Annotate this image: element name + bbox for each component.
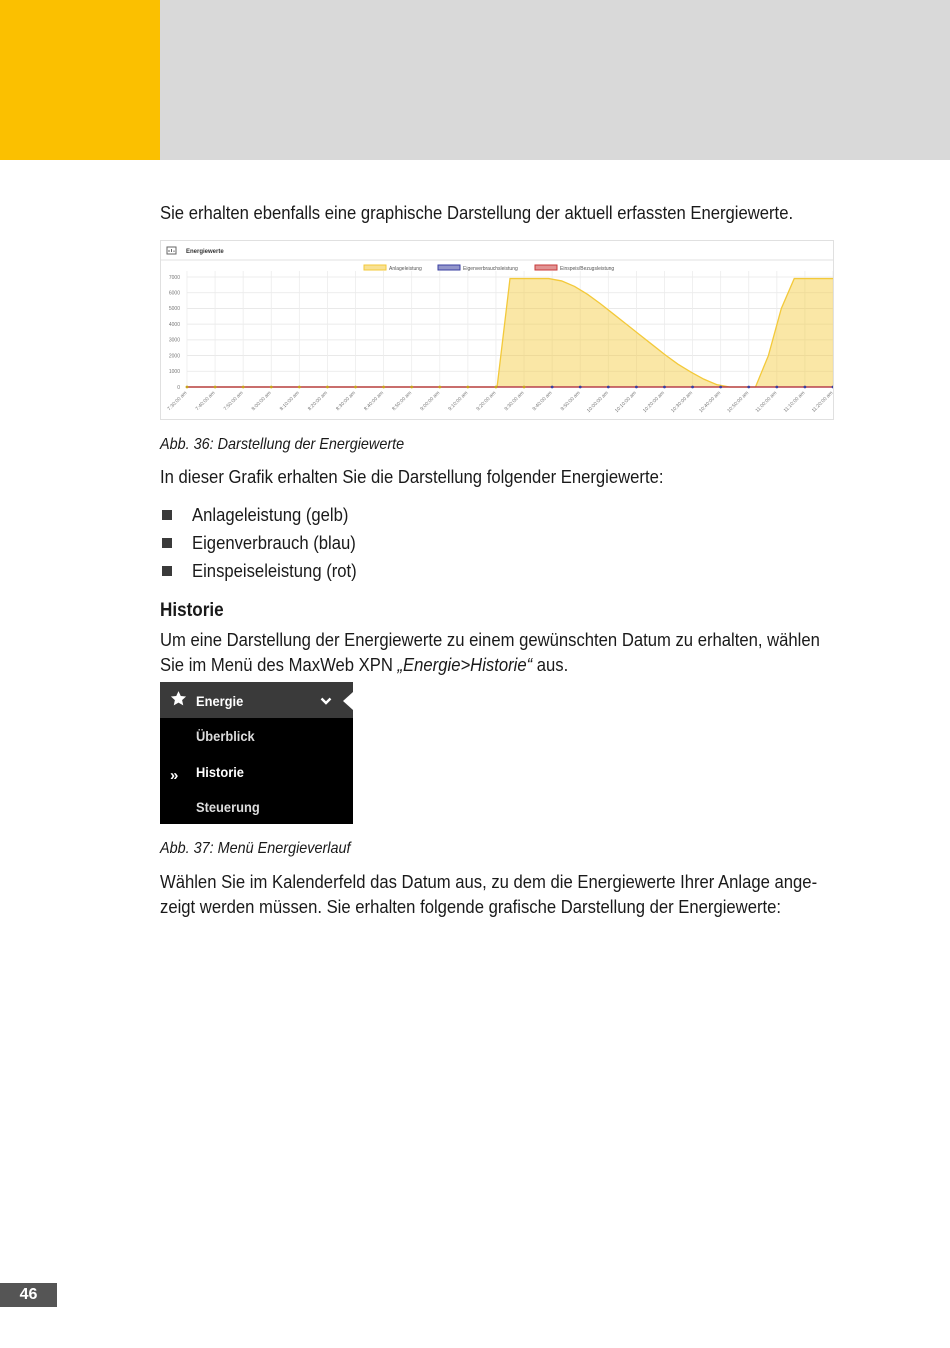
data-point [635,386,638,389]
data-point [663,386,666,389]
data-point [523,386,526,389]
x-tick-label: 10:50:00 am [726,390,751,415]
x-tick-label: 8:40:00 am [363,390,386,413]
y-tick-label: 0 [177,384,180,391]
data-point [691,386,694,389]
energy-values-list [160,502,375,586]
x-tick-label: 9:50:00 am [559,390,582,413]
x-tick-label: 8:50:00 am [391,390,414,413]
chevron-down-icon [320,696,332,706]
x-tick-label: 9:10:00 am [447,390,470,413]
data-point [270,386,273,389]
data-point [438,386,441,389]
legend-swatch [364,265,386,270]
x-tick-label: 7:50:00 am [222,390,245,413]
x-tick-label: 10:00:00 am [585,390,610,415]
x-tick-label: 7:40:00 am [194,390,217,413]
historie-text-line1: Um eine Darstellung der Energiewerte zu einem gewünschten Datum zu erhalten, wählen [160,629,820,650]
data-point [326,386,329,389]
x-tick-label: 11:10:00 am [782,390,807,414]
menu-path: „Energie>Historie“ [397,654,533,675]
x-tick-label: 11:00:00 am [754,390,779,414]
x-tick-label: 8:10:00 am [278,390,301,413]
list-intro: In dieser Grafik erhalten Sie die Darstellung folgender Energiewerte: [160,466,664,487]
energie-menu [160,682,353,824]
data-point [298,386,301,389]
data-point [495,386,498,389]
x-tick-label: 8:00:00 am [250,390,273,413]
y-tick-label: 7000 [168,274,180,281]
data-point [579,386,582,389]
data-point [551,386,554,389]
intro-text: Sie erhalten ebenfalls eine graphische Darstellung der aktuell erfassten Energiewerte. [160,202,794,223]
y-tick-label: 6000 [168,290,180,297]
y-tick-label: 2000 [168,353,180,360]
list-item: Eigenverbrauch (blau) [160,530,375,558]
data-point [382,386,385,389]
data-point [607,386,610,389]
menu-header-energie[interactable] [160,682,353,718]
legend-swatch [438,265,460,270]
legend-label: Anlageleistung [389,266,422,272]
data-point [214,386,217,389]
bullet-square-icon [162,566,172,576]
series-area [187,279,833,387]
data-point [804,386,807,389]
bullet-square-icon [162,538,172,548]
chart-panel-title: Energiewerte [186,249,224,255]
header-band [160,0,950,160]
legend-label: Eigenverbrauchsleistung [463,266,518,272]
figure1-caption: Abb. 36: Darstellung der Energiewerte [160,436,405,453]
energy-chart-svg [161,241,834,420]
x-tick-label: 9:00:00 am [419,390,442,413]
bullet-square-icon [162,510,172,520]
menu-header-label: Energie [196,693,244,709]
data-point [466,386,469,389]
data-point [242,386,245,389]
y-tick-label: 5000 [168,306,180,313]
x-tick-label: 7:30:00 am [166,390,189,413]
x-tick-label: 10:30:00 am [670,390,694,415]
x-tick-label: 11:20:00 am [810,390,835,414]
menu-item-steuerung[interactable]: Steuerung [196,799,260,815]
closing-text-line2: zeigt werden müssen. Sie erhalten folgende grafische Darstellung der Energiewerte: [160,896,782,917]
figure2-caption: Abb. 37: Menü Energieverlauf [160,840,351,857]
data-point [354,386,357,389]
star-icon [170,690,187,707]
menu-pointer [343,692,353,710]
x-tick-label: 10:20:00 am [641,390,666,415]
x-tick-label: 9:20:00 am [475,390,498,413]
y-tick-label: 3000 [168,337,180,344]
x-tick-label: 9:40:00 am [531,390,554,413]
x-tick-label: 10:40:00 am [698,390,723,415]
section-heading-historie: Historie [160,600,224,621]
historie-text-line2: Sie im Menü des MaxWeb XPN „Energie>Historie“ aus. [160,654,569,675]
x-tick-label: 9:30:00 am [503,390,526,413]
data-point [775,386,778,389]
energy-chart [160,240,834,420]
data-point [719,386,722,389]
legend-label: Einspeis/Bezugsleistung [560,266,615,272]
legend-swatch [535,265,557,270]
y-tick-label: 4000 [168,321,180,328]
page-number: 46 [0,1283,57,1307]
closing-text-line1: Wählen Sie im Kalenderfeld das Datum aus, zu dem die Energiewerte Ihrer Anlage ange- [160,871,818,892]
list-item: Anlageleistung (gelb) [160,502,375,530]
y-tick-label: 1000 [168,369,180,376]
x-tick-label: 8:30:00 am [334,390,357,413]
menu-item-ueberblick[interactable]: Überblick [196,728,255,744]
menu-item-historie[interactable]: Historie [196,764,244,780]
x-tick-label: 8:20:00 am [306,390,329,413]
chart-icon [167,247,176,254]
list-item: Einspeiseleistung (rot) [160,558,375,586]
data-point [410,386,413,389]
header-accent-block [0,0,160,160]
data-point [186,386,189,389]
active-item-arrow-icon: » [170,767,176,784]
x-tick-label: 10:10:00 am [613,390,638,415]
data-point [747,386,750,389]
